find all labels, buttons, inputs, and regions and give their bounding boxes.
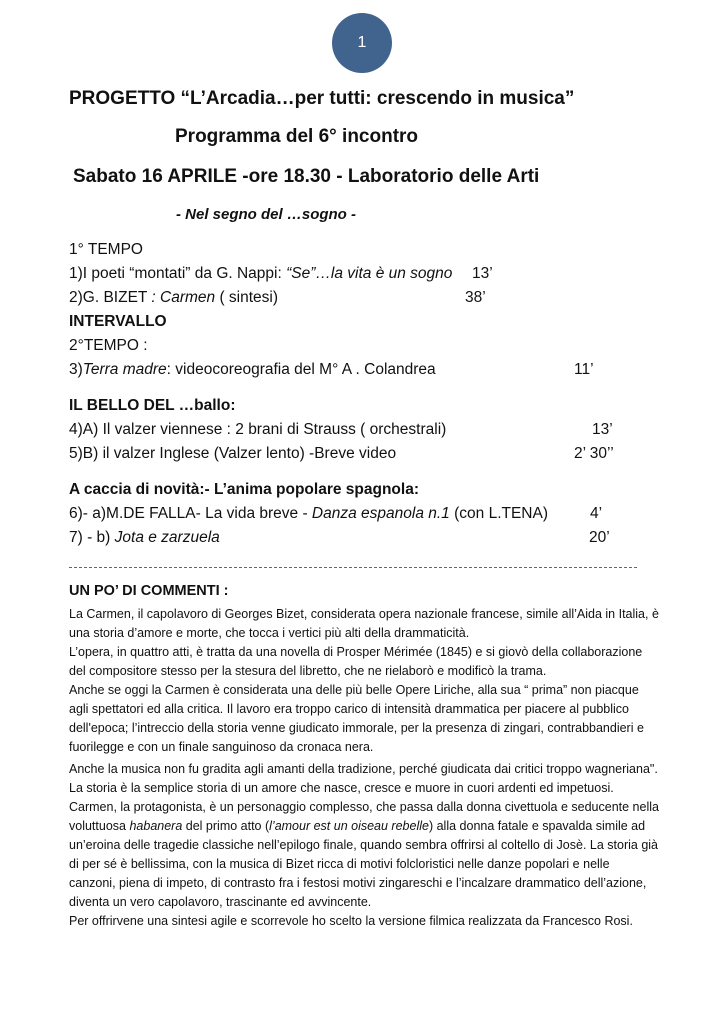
second-tempo-label: 2°TEMPO : [69, 337, 148, 354]
novita-heading: A caccia di novità:- L’anima popolare spagnola: [69, 481, 419, 498]
event-date-line: Sabato 16 APRILE -ore 18.30 - Laboratorio delle Arti [73, 166, 540, 187]
item-3-prefix: 3) [69, 361, 83, 378]
programme-item-5: 5)B) il valzer Inglese (Valzer lento) -Breve video [69, 445, 397, 462]
dashed-divider [69, 567, 637, 568]
item-6-prefix: 6)- a)M.DE FALLA- La vida breve - [69, 505, 312, 522]
project-title: PROGETTO “L’Arcadia…per tutti: crescendo in musica” [69, 88, 575, 109]
ballo-heading: IL BELLO DEL …ballo: [69, 397, 236, 414]
item-7-time: 20’ [589, 529, 610, 546]
item-7-prefix: 7) - b) [69, 529, 115, 546]
item-4-time: 13’ [592, 421, 613, 438]
item-1-title: “Se”…la vita è un sogno [286, 265, 453, 282]
interval-label: INTERVALLO [69, 313, 167, 330]
programme-subtitle: - Nel segno del …sogno - [176, 206, 357, 223]
comment-paragraph-1: La Carmen, il capolavoro di Georges Bizet, considerata opera nazionale francese, simile all’Aida in Italia, è una storia d’amore e morte, che tocca i vertici più alti della drammaticità. [69, 607, 659, 640]
item-7-title: Jota e zarzuela [114, 529, 220, 546]
item-2-time: 38’ [465, 289, 486, 306]
comment-paragraph-5 [69, 779, 659, 912]
item-2-suffix: ( sintesi) [215, 289, 279, 306]
programme-item-6 [69, 505, 548, 523]
item-5-time: 2’ 30’’ [574, 445, 614, 462]
item-1-time: 13’ [472, 265, 493, 282]
p5-text-c: ) alla donna fatale e spavalda simile ad un’eroina delle tragedie classiche nell’epilogo finale, quando sembra offrirsi al coltello di Josè. La storia già di per sé è bellissima, con la musica di Bizet ricca di motivi folcloristici nelle danze popolari e nelle canzoni, piena di impeto, di contrasto fra i festosi motivi zingareschi e l’incalzare drammatico dell’azione, diventa un vero capolavoro, trascinante ed avvincente. [69, 819, 659, 909]
programme-item-4: 4)A) Il valzer viennese : 2 brani di Strauss ( orchestrali) [69, 421, 447, 438]
item-6-title: Danza espanola n.1 [311, 505, 450, 522]
item-3-title: Terra madre [82, 361, 167, 378]
programme-item-7 [69, 529, 220, 547]
p5-habanera: habanera [129, 819, 183, 833]
item-3-suffix: : videocoreografia del M° A . Colandrea [166, 361, 436, 378]
page-number: 1 [357, 34, 367, 51]
page-number-badge [332, 13, 392, 73]
comments-heading: UN PO’ DI COMMENTI : [69, 583, 229, 599]
item-3-time: 11’ [574, 361, 594, 378]
comment-paragraph-4: Anche la musica non fu gradita agli amanti della tradizione, perché giudicata dai critici troppo wagneriana". [69, 762, 658, 776]
programme-item-2 [69, 289, 278, 307]
comment-paragraph-3: Anche se oggi la Carmen è considerata una delle più belle Opere Liriche, alla sua “ prima” non piacque agli spettatori ed alla critica. Il lavoro era troppo carico di intensità drammatica per piacere al pubblico dell'epoca; l’intreccio della storia venne giudicato immorale, per la presenza di zingari, contrabbandieri e fuorilegge e con un finale sanguinoso da cronaca nera. [69, 683, 644, 754]
programme-item-1 [69, 265, 452, 283]
item-2-prefix: 2)G. BIZET [69, 289, 152, 306]
comment-paragraph-2: L’opera, in quattro atti, è tratta da una novella di Prosper Mérimée (1845) e si giovò della collaborazione del compositore stesso per la stesura del libretto, che ne rielaborò e modificò la trama. [69, 645, 643, 678]
p5-text-a: La storia è la semplice storia di un amore che nasce, cresce e muore in cuori ardenti ed impetuosi. Carmen, la protagonista, è un personaggio complesso, che passa dalla donna civettuola e seducente nella voluttuosa [69, 781, 659, 833]
program-title: Programma del 6° incontro [175, 126, 419, 147]
item-6-time: 4’ [590, 505, 603, 522]
item-2-title: : Carmen [151, 289, 216, 306]
first-tempo-label: 1° TEMPO [69, 241, 143, 258]
p5-quote: l’amour est un oiseau rebelle [269, 819, 429, 833]
p5-text-b: del primo atto ( [182, 819, 270, 833]
item-1-prefix: 1)I poeti “montati” da G. Nappi: [69, 265, 287, 282]
item-6-suffix: (con L.TENA) [449, 505, 549, 522]
programme-item-3 [69, 361, 436, 379]
comment-paragraph-6: Per offrirvene una sintesi agile e scorrevole ho scelto la versione filmica realizzata da Francesco Rosi. [69, 914, 633, 928]
